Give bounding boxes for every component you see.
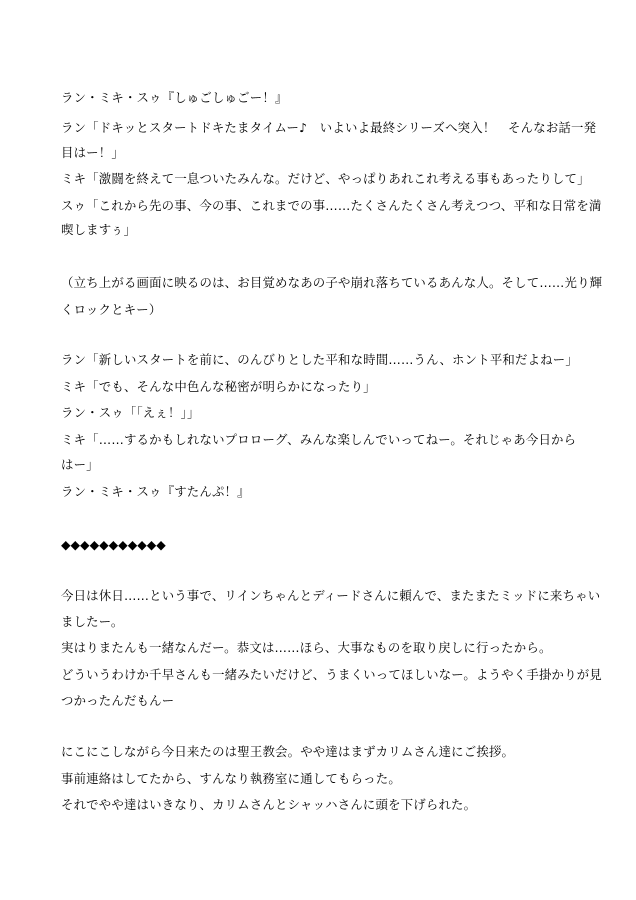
text-line: ラン「ドキッとスタートドキたまタイムー♪ いよいよ最終シリーズへ突入！ そんなお話一発 (61, 120, 597, 135)
text-line: 目はー！」 (61, 145, 124, 160)
section-divider: ◆◆◆◆◆◆◆◆◆◆◆ (61, 537, 166, 552)
text-line: 事前連絡はしてたから、すんなり執務室に通してもらった。 (61, 771, 401, 786)
text-line: 今日は休日……という事で、リインちゃんとディードさんに頼んで、またまたミッドに来ちゃい (61, 588, 601, 603)
text-line: どういうわけか千早さんも一緒みたいだけど、うまくいってほしいなー。ようやく手掛かりが見 (61, 667, 602, 682)
text-line: 喫しますぅ」 (61, 222, 137, 237)
text-line: ラン・ミキ・スゥ『すたんぷ！』 (61, 484, 250, 499)
text-line: スゥ「これから先の事、今の事、これまでの事……たくさんたくさん考えつつ、平和な日常を満 (61, 198, 602, 213)
text-line: ミキ「でも、そんな中色んな秘密が明らかになったり」 (61, 379, 376, 394)
text-line: はー」 (61, 457, 99, 472)
text-line: つかったんだもんー (61, 693, 175, 708)
text-line: それでやや達はいきなり、カリムさんとシャッハさんに頭を下げられた。 (61, 797, 477, 812)
text-line: くロックとキー） (61, 302, 162, 317)
text-line: ラン・スゥ「「えぇ！」」 (61, 405, 200, 420)
text-line: 実はりまたんも一緒なんだー。恭文は……ほら、大事なものを取り戻しに行ったから。 (61, 640, 552, 655)
text-line: ましたー。 (61, 614, 124, 629)
text-line: にこにこしながら今日来たのは聖王教会。やや達はまずカリムさん達にご挨拶。 (61, 744, 515, 759)
text-line: ラン・ミキ・スゥ『しゅごしゅごー！』 (61, 90, 288, 105)
text-line: （立ち上がる画面に映るのは、お目覚めなあの子や崩れ落ちているあんな人。そして……光り輝 (61, 275, 603, 290)
text-line: ミキ「激闘を終えて一息ついたみんな。だけど、やっぱりあれこれ考える事もあったりして」 (61, 171, 590, 186)
text-line: ミキ「……するかもしれないプロローグ、みんな楽しんでいってねー。それじゃあ今日から (61, 432, 577, 447)
text-line: ラン「新しいスタートを前に、のんびりとした平和な時間……うん、ホント平和だよねー」 (61, 352, 578, 367)
